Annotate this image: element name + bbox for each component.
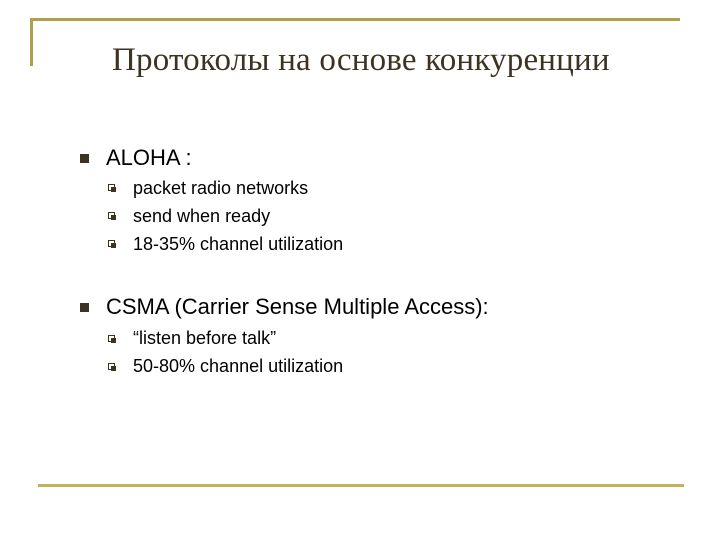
hollow-square-bullet-icon: [108, 212, 115, 219]
sub-item: 50-80% channel utilization: [133, 356, 344, 376]
sub-item: “listen before talk”: [133, 328, 277, 348]
bullet-item-aloha: ALOHA :: [106, 145, 192, 170]
bullet-item-csma: CSMA (Carrier Sense Multiple Access):: [106, 294, 489, 319]
slide-title: Протоколы на основе конкуренции: [112, 42, 610, 78]
decorative-top-rule: [30, 18, 680, 21]
sub-item: send when ready: [133, 206, 271, 226]
decorative-bottom-rule: [38, 484, 684, 487]
hollow-square-bullet-icon: [108, 240, 115, 247]
sub-item: packet radio networks: [133, 178, 309, 198]
decorative-left-rule: [30, 18, 33, 66]
hollow-square-bullet-icon: [108, 335, 115, 342]
bullet-square-icon: [80, 154, 89, 163]
sub-item: 18-35% channel utilization: [133, 234, 344, 254]
bullet-square-icon: [80, 303, 89, 312]
hollow-square-bullet-icon: [108, 363, 115, 370]
hollow-square-bullet-icon: [108, 184, 115, 191]
